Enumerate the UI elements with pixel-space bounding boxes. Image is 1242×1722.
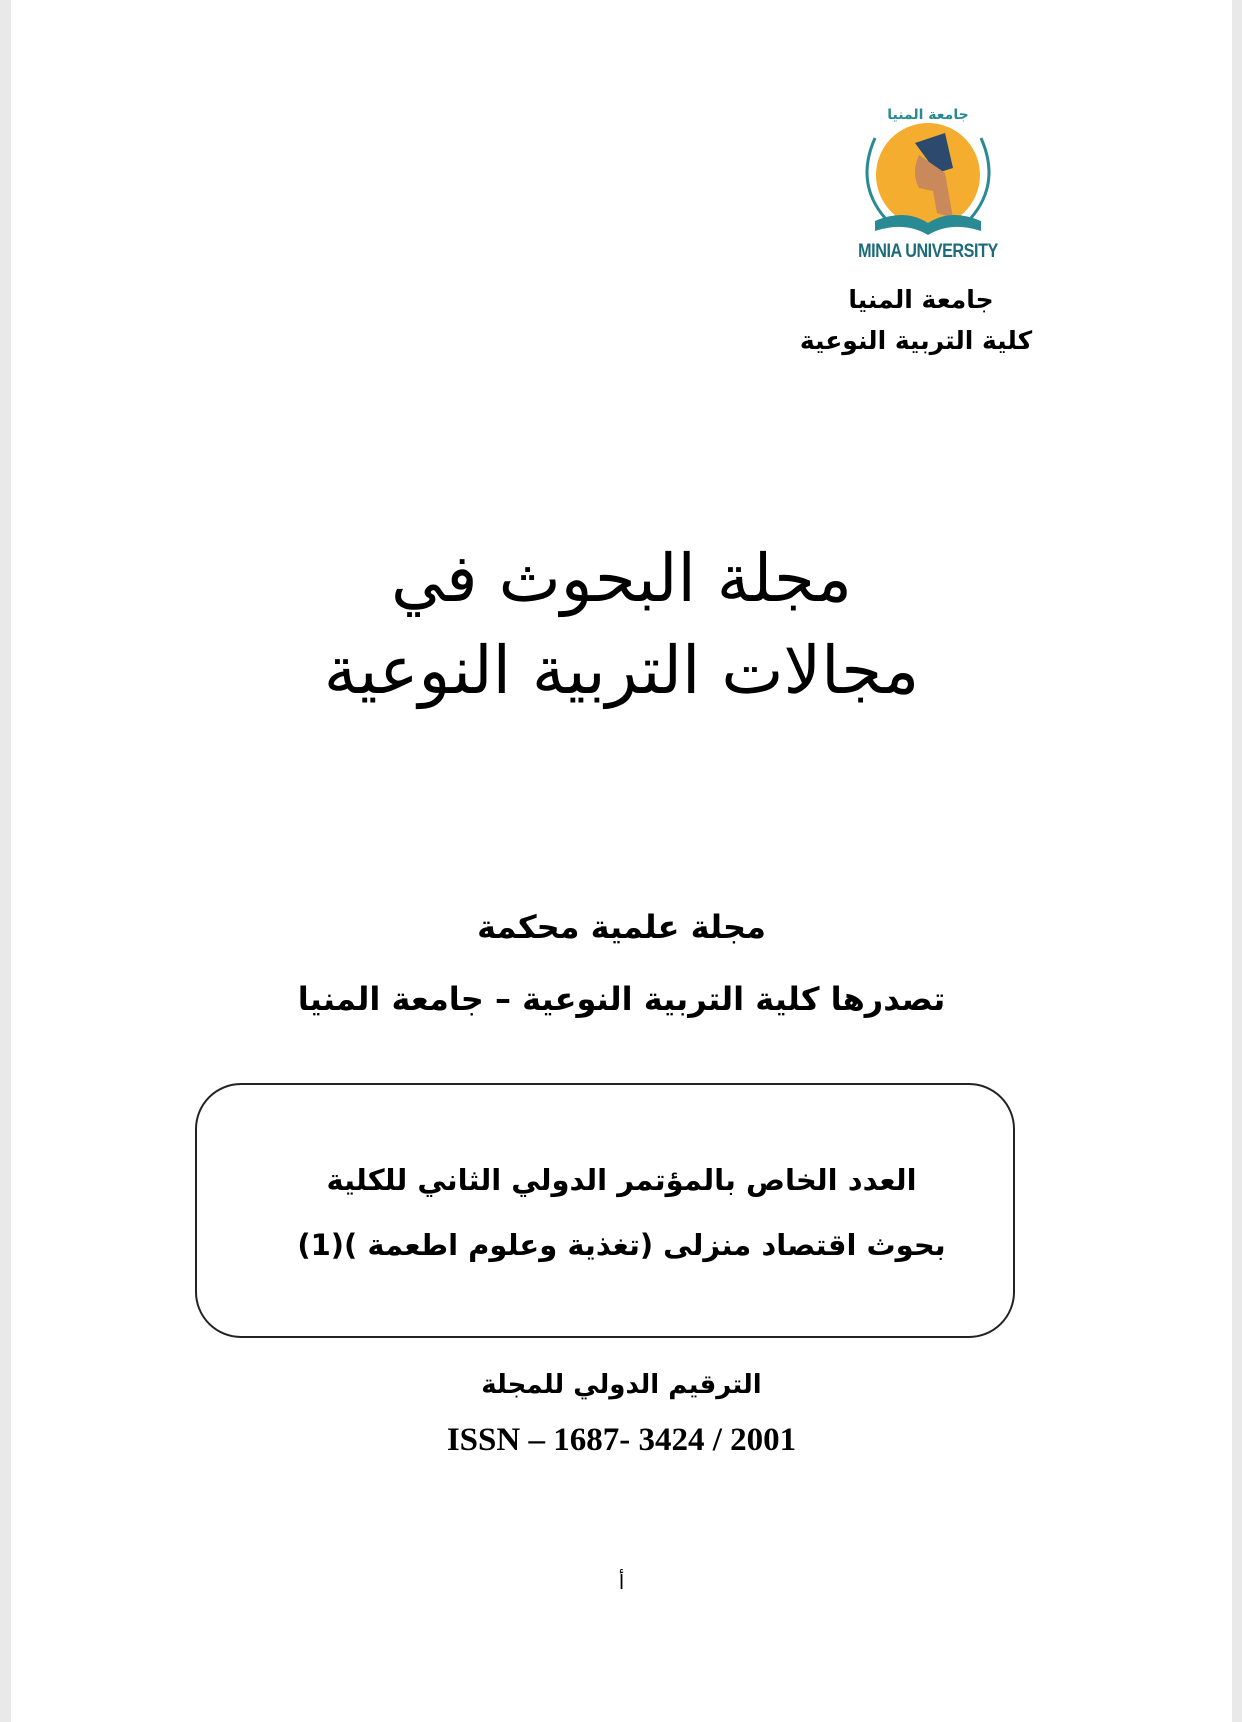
publisher-line: تصدرها كلية التربية النوعية – جامعة المنيا — [297, 980, 946, 1018]
journal-title-line2: مجالات التربية النوعية — [323, 632, 920, 709]
special-issue-line1: العدد الخاص بالمؤتمر الدولي الثاني للكلية — [326, 1163, 917, 1197]
journal-type: مجلة علمية محكمة — [477, 908, 766, 946]
special-issue-box — [195, 1083, 1015, 1338]
university-name: جامعة المنيا — [848, 285, 994, 314]
issn-label: الترقيم الدولي للمجلة — [481, 1370, 762, 1400]
logo-caption: MINIA UNIVERSITY — [858, 241, 998, 262]
issn-value: ISSN – 1687- 3424 / 2001 — [446, 1422, 797, 1458]
page-number: أ — [618, 1570, 625, 1594]
document-page — [11, 0, 1232, 1722]
journal-title-line1: مجلة البحوث في — [391, 540, 852, 617]
special-issue-line2: بحوث اقتصاد منزلى (تغذية وعلوم اطعمة )(1) — [297, 1228, 946, 1262]
minia-university-logo — [845, 93, 1011, 269]
logo-arabic-text: جامعة المنيا — [887, 107, 969, 123]
faculty-name: كلية التربية النوعية — [799, 326, 1033, 355]
nefertiti-emblem-icon — [845, 93, 1011, 243]
